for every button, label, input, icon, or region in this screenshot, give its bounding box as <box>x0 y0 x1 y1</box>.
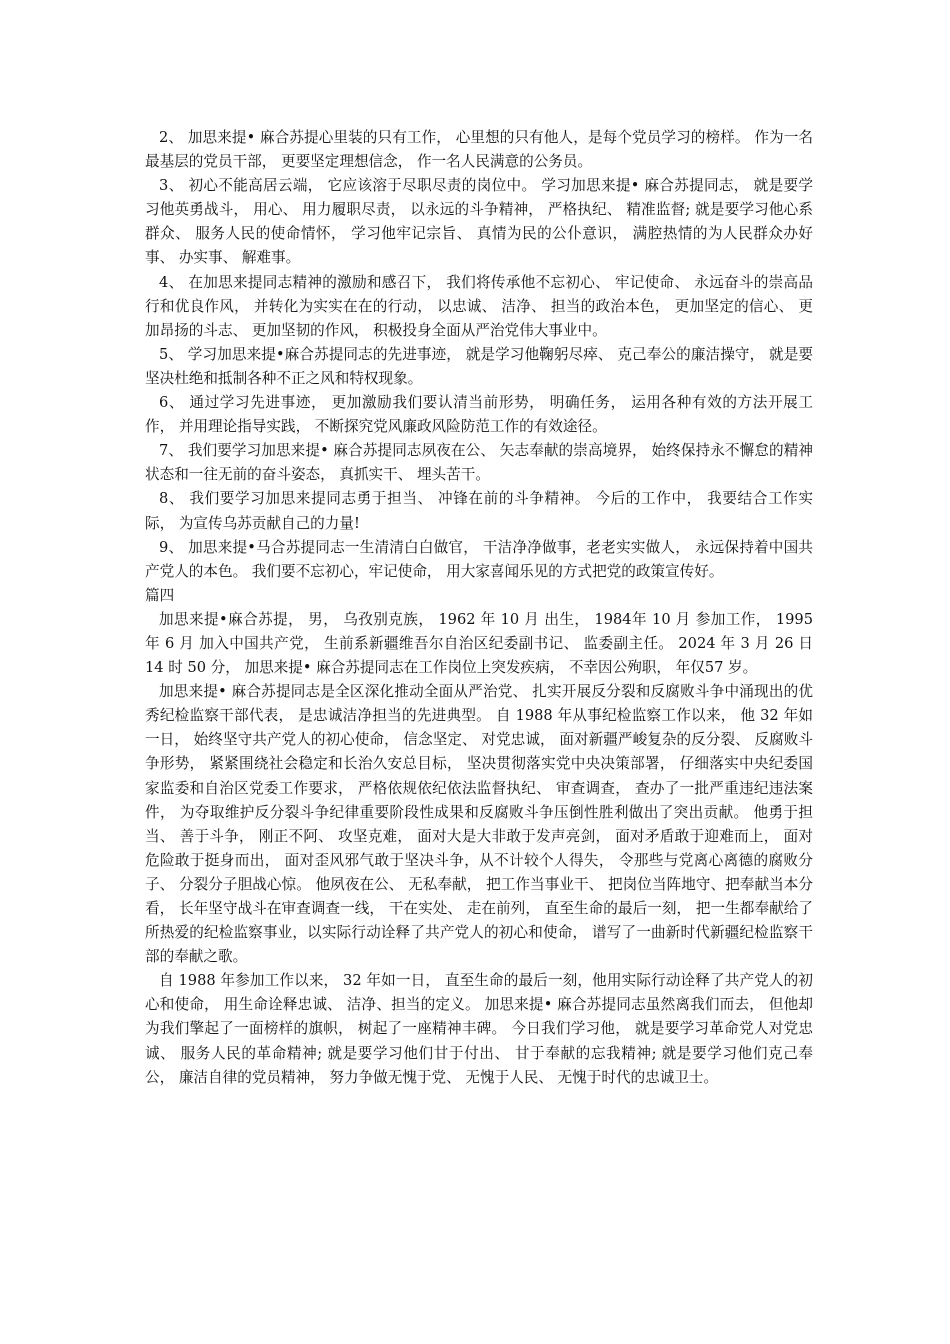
paragraph-6: 6、 通过学习先进事迹， 更加激励我们要认清当前形势， 明确任务， 运用各种有效的方法开展工作， 并用理论指导实践， 不断探究党风廉政风险防范工作的有效途径。 <box>145 394 813 436</box>
paragraph-2: 2、 加思来提• 麻合苏提心里装的只有工作， 心里想的只有他人，是每个党员学习的榜样。 作为一名最基层的党员干部， 更要坚定理想信念， 作一名人民满意的公务员。 <box>145 129 813 171</box>
section-heading-pian-si: 篇四 <box>145 586 175 604</box>
paragraph-3: 3、 初心不能高居云端， 它应该溶于尽职尽责的岗位中。 学习加思来提• 麻合苏提同志， 就是要学习他英勇战斗， 用心、 用力履职尽责， 以永远的斗争精神， 严格执纪、 精准监督; 就是要学习他心系群众、 服务人民的使命情怀， 学习他牢记宗旨、 真情为民的公仆意识， 满腔热情的为人民群众办好事、 办实事、 解难事。 <box>145 177 813 267</box>
learning-paragraph: 自 1988 年参加工作以来， 32 年如一日， 直至生命的最后一刻，他用实际行动诠释了共产党人的初心和使命， 用生命诠释忠诚、 洁净、担当的定义。 加思来提• 麻合苏提同志虽然离我们而去， 但他却为我们擎起了一面榜样的旗帜， 树起了一座精神丰碑。 今日我们学习他， 就是要学习革命党人对党忠诚、 服务人民的革命精神; 就是要学习他们甘于付出、 甘于奉献的忘我精神; 就是要学习他们克己奉公， 廉洁自律的党员精神， 努力争做无愧于党、 无愧于人民、 无愧于时代的忠诚卫士。 <box>145 972 813 1086</box>
biography-paragraph: 加思来提•麻合苏提， 男， 乌孜别克族， 1962 年 10 月 出生， 1984年 10 月 参加工作， 1995 年 6 月 加入中国共产党， 生前系新疆维吾尔自治区纪委副书记、 监委副主任。 2024 年 3 月 26 日 14 时 50 分， 加思来提• 麻合苏提同志在工作岗位上突发疾病， 不幸因公殉职， 年仅57 岁。 <box>145 610 813 677</box>
paragraph-5: 5、 学习加思来提•麻合苏提同志的先进事迹， 就是学习他鞠躬尽瘁、 克己奉公的廉洁操守， 就是要坚决杜绝和抵制各种不正之风和特权现象。 <box>145 345 813 387</box>
paragraph-8: 8、 我们要学习加思来提同志勇于担当、 冲锋在前的斗争精神。 今后的工作中， 我要结合工作实际， 为宣传乌苏贡献自己的力量! <box>145 490 813 532</box>
deeds-paragraph: 加思来提• 麻合苏提同志是全区深化推动全面从严治党、 扎实开展反分裂和反腐败斗争中涌现出的优秀纪检监察干部代表， 是忠诚洁净担当的先进典型。 自 1988 年从事纪检监察工作以来， 他 32 年如一日， 始终坚守共产党人的初心使命， 信念坚定、 对党忠诚， 面对新疆严峻复杂的反分裂、 反腐败斗争形势， 紧紧围绕社会稳定和长治久安总目标， 坚决贯彻落实党中央决策部署， 仔细落实中央纪委国家监委和自治区党委工作要求， 严格依规依纪依法监督执纪、 审查调查， 查办了一批严重违纪违法案件， 为夺取维护反分裂斗争纪律重要阶段性成果和反腐败斗争压倒性胜利做出了突出贡献。 他勇于担当、 善于斗争， 刚正不阿、 攻坚克难， 面对大是大非敢于发声亮剑， 面对矛盾敢于迎难而上， 面对危险敢于挺身而出， 面对歪风邪气敢于坚决斗争，从不计较个人得失， 令那些与党离心离德的腐败分子、 分裂分子胆战心惊。 他夙夜在公、 无私奉献， 把工作当事业干、 把岗位当阵地守、把奉献当本分看， 长年坚守战斗在审查调查一线， 干在实处、 走在前列， 直至生命的最后一刻， 把一生都奉献给了所热爱的纪检监察事业，以实际行动诠释了共产党人的初心和使命， 谱写了一曲新时代新疆纪检监察干部的奉献之歌。 <box>145 683 813 966</box>
paragraph-9: 9、 加思来提•马合苏提同志一生清清白白做官， 干洁净净做事，老老实实做人， 永远保持着中国共产党人的本色。 我们要不忘初心，牢记使命， 用大家喜闻乐见的方式把党的政策宣传好。 <box>145 538 813 580</box>
document-body <box>145 126 813 1090</box>
paragraph-7: 7、 我们要学习加思来提• 麻合苏提同志夙夜在公、 矢志奉献的崇高境界， 始终保持永不懈怠的精神状态和一往无前的奋斗姿态， 真抓实干、 埋头苦干。 <box>145 442 813 484</box>
paragraph-4: 4、 在加思来提同志精神的激励和感召下， 我们将传承他不忘初心、 牢记使命、 永远奋斗的崇高品行和优良作风， 并转化为实实在在的行动， 以忠诚、 洁净、 担当的政治本色， 更加坚定的信心、 更加昂扬的斗志、 更加坚韧的作风， 积极投身全面从严治党伟大事业中。 <box>145 273 813 339</box>
